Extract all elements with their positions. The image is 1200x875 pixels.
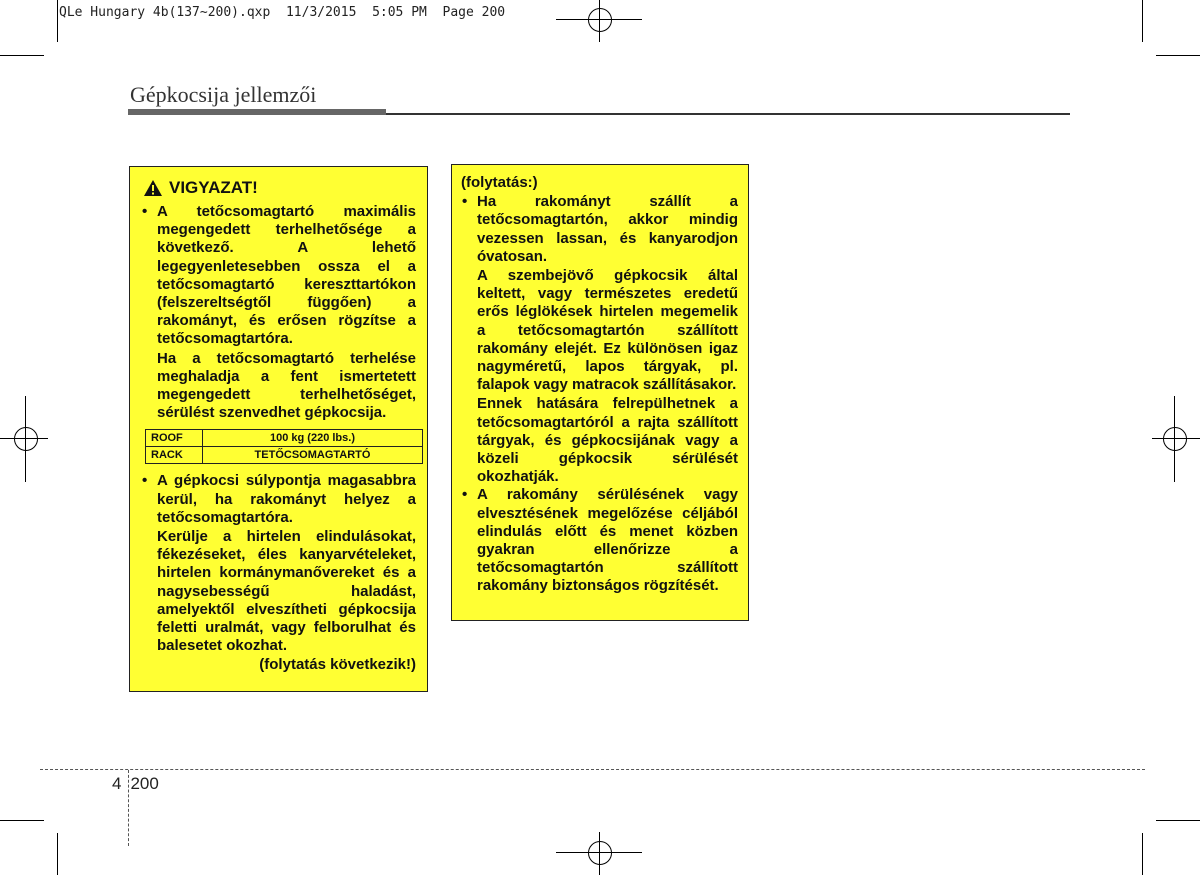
bullet-glyph: • (142, 203, 148, 220)
registration-mark-right-icon (1163, 427, 1187, 451)
registration-mark-top-v (599, 0, 600, 42)
page-number (112, 774, 159, 794)
crop-mark-top-left-v (57, 0, 58, 42)
warning-title (143, 177, 416, 199)
warning-bullet (141, 472, 416, 527)
warning-box-left (129, 166, 428, 692)
bullet-text: Ha rakományt szállít a tetőcsomagtartón, akkor mindig vezessen lassan, és kanyarodjon óvatosan. (477, 193, 738, 265)
registration-mark-top-icon (588, 8, 612, 32)
crop-mark-top-right-v (1142, 0, 1143, 42)
bullet-glyph: • (462, 193, 468, 211)
table-value-name: TETŐCSOMAGTARTÓ (203, 447, 423, 464)
warning-bullet (461, 486, 738, 595)
crop-mark-top-left-h (0, 55, 44, 56)
bullet-paragraph: Ha a tetőcsomagtartó terhelése meghaladja a fent ismertetett megengedett terhelhetőséget, sérülést szenvedhet gépkocsija. (157, 349, 416, 422)
registration-mark-right-v (1174, 396, 1175, 482)
registration-mark-bottom-v (599, 832, 600, 875)
crop-mark-top-right-h (1156, 55, 1200, 56)
warning-bullet (461, 193, 738, 266)
chapter-number: 4 (112, 774, 122, 793)
roof-rack-load-table (145, 429, 423, 464)
bullet-text: A gépkocsi súlypontja magasabbra kerül, ha rakományt helyez a tetőcsomagtartóra. (157, 472, 416, 526)
bullet-paragraph: Kerülje a hirtelen elindulásokat, fékezéseket, éles kanyarvételeket, hirtelen kormánymanővereket és a nagysebességű haladást, amelyektől elveszítheti gépkocsija feletti uralmát, vagy felborulhat és balesetet okozhat. (157, 528, 416, 655)
crop-mark-bottom-left-h (0, 820, 44, 821)
warning-title-text: VIGYAZAT! (169, 177, 258, 197)
registration-mark-right-h (1152, 438, 1200, 439)
header-rule-thick (128, 109, 386, 115)
bullet-text: A rakomány sérülésének vagy elvesztésének megelőzése céljából elindulás előtt és menet közben gyakran ellenőrizze a tetőcsomagtartón szállított rakomány biztonságos rögzítését. (477, 486, 738, 595)
page-header-title: Gépkocsija jellemzői (130, 82, 317, 107)
bullet-glyph: • (462, 486, 468, 504)
crop-mark-bottom-left-v (57, 833, 58, 875)
warning-box-right (451, 164, 749, 621)
warning-triangle-icon (143, 179, 163, 197)
bullet-glyph: • (142, 472, 148, 490)
table-value-load: 100 kg (220 lbs.) (203, 430, 423, 447)
page-number-value: 200 (130, 774, 159, 793)
crop-mark-bottom-right-v (1142, 833, 1143, 875)
continuation-label: (folytatás:) (461, 174, 538, 191)
bullet-paragraph: A szembejövő gépkocsik által keltett, vagy természetes eredetű erős léglökések hirtelen megemelik a tetőcsomagtartón szállított rakomány elejét. Ez különösen igaz nagyméretű, lapos tárgyak, pl. falapok vagy matracok szállításakor. (477, 267, 738, 394)
warning-bullet (141, 203, 416, 349)
continued-note: (folytatás következik!) (259, 656, 416, 674)
header-rule-thin (386, 113, 1070, 115)
crop-mark-bottom-right-h (1156, 820, 1200, 821)
footer-dashed-rule (40, 769, 1145, 770)
table-label-roof: ROOF (146, 430, 203, 447)
registration-mark-left-h (0, 438, 48, 439)
bullet-paragraph: Ennek hatására felrepülhetnek a tetőcsomagtartóról a rajta szállított tárgyak, és gépkocsijának vagy a közeli gépkocsik sérülését okozhatják. (477, 395, 738, 486)
registration-mark-bottom-icon (588, 841, 612, 865)
bullet-text: A tetőcsomagtartó maximális megengedett terhelhetősége a következő. A lehető legegyenletesebben ossza el a tetőcsomagtartó kereszttartókon (felszereltségtől függően) a rakományt, és erősen rögzítse a tetőcsomagtartóra. (157, 203, 416, 348)
table-label-rack: RACK (146, 447, 203, 464)
registration-mark-left-icon (14, 427, 38, 451)
registration-mark-left-v (25, 396, 26, 482)
print-slug-line: QLe Hungary 4b(137~200).qxp 11/3/2015 5:05 PM Page 200 (59, 5, 506, 20)
